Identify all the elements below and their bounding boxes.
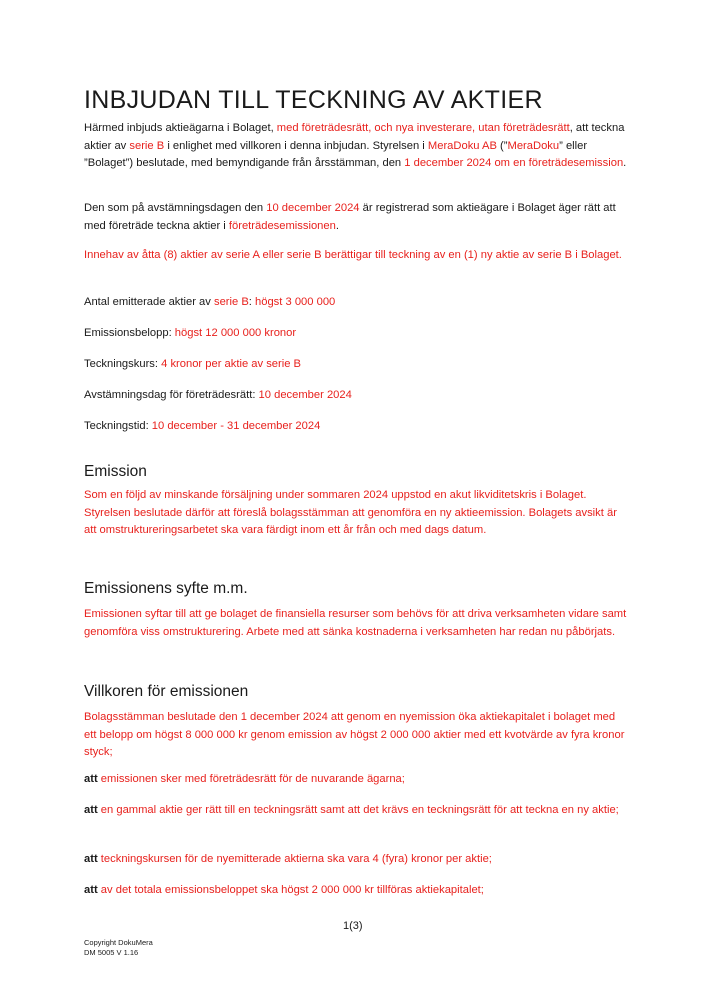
fact-line-amount: Emissionsbelopp: högst 12 000 000 kronor	[84, 327, 297, 339]
list-item: att av det totala emissionsbeloppet ska högst 2 000 000 kr tillföras aktiekapitalet;	[84, 884, 484, 896]
fact-line-shares: Antal emitterade aktier av serie B: högst 3 000 000	[84, 296, 336, 308]
fact-line-period: Teckningstid: 10 december - 31 december 2024	[84, 420, 321, 432]
footer-doc-id: DM 5005 V 1.16	[84, 948, 139, 957]
fact-line-record-date: Avstämningsdag för företrädesrätt: 10 december 2024	[84, 389, 352, 401]
section-text-terms: Bolagsstämman beslutade den 1 december 2024 att genom en nyemission öka aktiekapitalet i bolaget med ett belopp om högst 8 000 000 kr genom emission av högst 2 000 000 aktier med ett kvotvärde av fyra kronor styck;	[84, 711, 625, 758]
section-heading-terms: Villkoren för emissionen	[84, 683, 249, 700]
list-item: att en gammal aktie ger rätt till en teckningsrätt samt att det krävs en teckningsrätt för att teckna en ny aktie;	[84, 804, 619, 816]
page-number: 1(3)	[343, 920, 363, 932]
section-heading-purpose: Emissionens syfte m.m.	[84, 580, 248, 597]
fact-line-price: Teckningskurs: 4 kronor per aktie av serie B	[84, 358, 302, 370]
list-item: att emissionen sker med företrädesrätt för de nuvarande ägarna;	[84, 773, 405, 785]
section-heading-emission: Emission	[84, 463, 147, 480]
list-item: att teckningskursen för de nyemitterade aktierna ska vara 4 (fyra) kronor per aktie;	[84, 853, 492, 865]
section-text-emission: Som en följd av minskande försäljning under sommaren 2024 uppstod en akut likviditetskris i Bolaget. Styrelsen beslutade därför att föreslå bolagsstämman att genomföra en ny aktieemission. Bolagets avsikt är att omstruktureringsarbetet ska vara färdigt inom ett år från och med dags datum.	[84, 489, 617, 536]
intro-paragraph-3: Innehav av åtta (8) aktier av serie A eller serie B berättigar till teckning av en (1) ny aktie av serie B i Bolaget.	[84, 249, 622, 261]
page-title: INBJUDAN TILL TECKNING AV AKTIER	[84, 86, 543, 114]
intro-paragraph-2: Den som på avstämningsdagen den 10 december 2024 är registrerad som aktieägare i Bolaget äger rätt att med företräde teckna aktier i företrädesemissionen.	[84, 202, 616, 232]
intro-paragraph-1: Härmed inbjuds aktieägarna i Bolaget, med företrädesrätt, och nya investerare, utan företrädesrätt, att teckna aktier av serie B i enlighet med villkoren i denna inbjudan. Styrelsen i MeraDoku AB (”MeraDoku” eller ”Bolaget”) beslutade, med bemyndigande från årsstämman, den 1 december 2024 om en företrädesemission.	[84, 122, 627, 169]
footer-copyright: Copyright DokuMera	[84, 938, 153, 947]
section-text-purpose: Emissionen syftar till att ge bolaget de finansiella resurser som behövs för att driva verksamheten vidare samt genomföra viss omstrukturering. Arbete med att sänka kostnaderna i verksamheten har redan nu påbörjats.	[84, 608, 627, 638]
